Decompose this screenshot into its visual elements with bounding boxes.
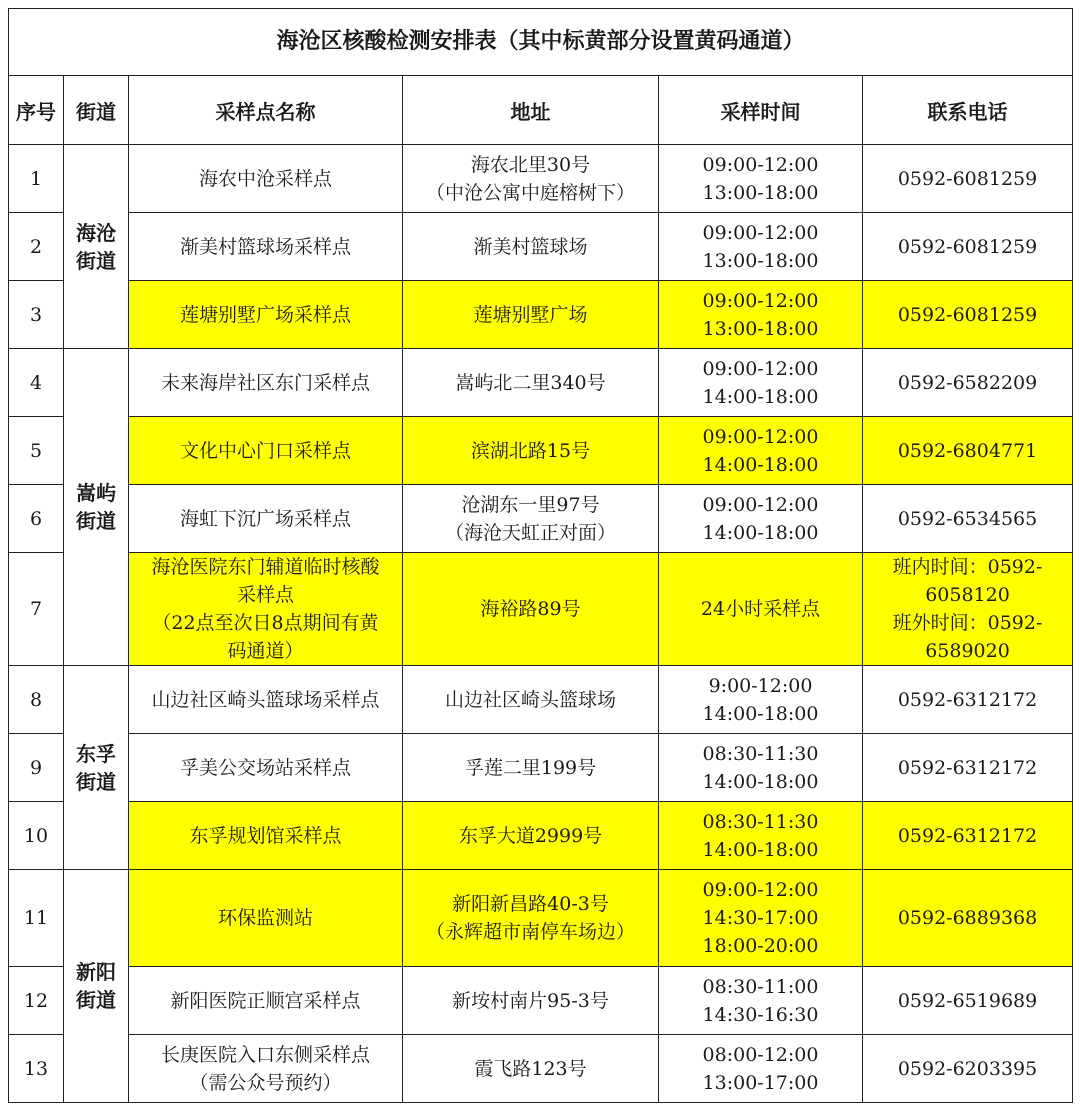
- site-name-cell-line: 海沧医院东门辅道临时核酸: [151, 556, 380, 578]
- time-cell-line: 09:00-12:00: [702, 357, 819, 380]
- time-cell-line: 13:00-18:00: [702, 317, 819, 340]
- phone-cell-line: 0592-6312172: [897, 824, 1038, 847]
- street-name-line: 街道: [76, 248, 116, 273]
- time-cell-line: 14:30-16:30: [702, 1003, 819, 1026]
- site-name-cell: [129, 213, 403, 281]
- address-cell-line: 沧湖东一里97号: [461, 493, 600, 516]
- phone-cell: [863, 666, 1073, 734]
- site-name-cell-line: 海农中沧采样点: [198, 167, 332, 190]
- row-seq: 6: [9, 485, 64, 553]
- table-row: [9, 1035, 1073, 1103]
- table-row: [9, 967, 1073, 1035]
- time-cell-line: 13:00-18:00: [702, 249, 819, 272]
- header-phone: 联系电话: [863, 76, 1073, 145]
- site-name-cell: [129, 802, 403, 870]
- address-cell-line: （中沧公寓中庭榕树下）: [425, 181, 635, 204]
- site-name-cell: [129, 967, 403, 1035]
- row-seq: 3: [9, 281, 64, 349]
- address-cell-line: 渐美村篮球场: [473, 235, 588, 258]
- time-cell-line: 14:00-18:00: [702, 770, 819, 793]
- site-name-cell-line: 未来海岸社区东门采样点: [160, 371, 370, 394]
- header-street: 街道: [64, 76, 129, 145]
- time-cell-line: 08:30-11:00: [702, 975, 819, 998]
- phone-cell: [863, 967, 1073, 1035]
- address-cell: [403, 417, 659, 485]
- table-row: [9, 417, 1073, 485]
- time-cell-line: 09:00-12:00: [702, 425, 819, 448]
- street-name-line: 街道: [76, 509, 116, 533]
- street-name-line: 新阳: [76, 960, 116, 984]
- address-cell: [403, 485, 659, 553]
- time-cell-line: 14:00-18:00: [702, 521, 819, 544]
- address-cell-line: 嵩屿北二里340号: [455, 371, 606, 394]
- time-cell: [659, 417, 863, 485]
- phone-cell-line: 0592-6312172: [897, 756, 1038, 779]
- time-cell-line: 09:00-12:00: [702, 221, 819, 244]
- phone-cell-line: 班外时间：0592-: [892, 612, 1043, 634]
- address-cell-line: 莲塘别墅广场: [473, 303, 588, 326]
- phone-cell: [863, 349, 1073, 417]
- address-cell: [403, 802, 659, 870]
- address-cell: [403, 734, 659, 802]
- table-row: [9, 485, 1073, 553]
- row-seq: 7: [9, 553, 64, 666]
- time-cell: [659, 1035, 863, 1103]
- address-cell-line: 新垵村南片95-3号: [452, 989, 609, 1012]
- site-name-cell-line: 文化中心门口采样点: [179, 439, 351, 462]
- address-cell: [403, 349, 659, 417]
- time-cell: [659, 967, 863, 1035]
- row-seq: 10: [9, 802, 64, 870]
- street-name-line: 街道: [76, 769, 116, 794]
- site-name-cell-line: 码通道）: [227, 640, 304, 662]
- address-cell: [403, 666, 659, 734]
- phone-cell-line: 0592-6582209: [897, 371, 1038, 394]
- row-seq: 13: [9, 1035, 64, 1103]
- phone-cell: [863, 734, 1073, 802]
- time-cell: [659, 485, 863, 553]
- time-cell: [659, 802, 863, 870]
- site-name-cell: [129, 417, 403, 485]
- phone-cell-line: 0592-6312172: [897, 688, 1038, 711]
- phone-cell-line: 0592-6804771: [897, 439, 1038, 462]
- address-cell: [403, 870, 659, 967]
- phone-cell: [863, 485, 1073, 553]
- site-name-cell-line: 环保监测站: [217, 907, 313, 929]
- site-name-cell: [129, 485, 403, 553]
- site-name-cell: [129, 281, 403, 349]
- street-cell: [64, 349, 129, 666]
- address-cell-line: 山边社区崎头篮球场: [444, 688, 616, 711]
- site-name-cell: [129, 870, 403, 967]
- header-seq: 序号: [9, 76, 64, 145]
- address-cell: [403, 1035, 659, 1103]
- phone-cell-line: 0592-6081259: [897, 235, 1038, 258]
- time-cell-line: 09:00-12:00: [702, 493, 819, 516]
- schedule-table: [8, 8, 1073, 1103]
- address-cell: [403, 213, 659, 281]
- phone-cell: [863, 553, 1073, 666]
- phone-cell-line: 班内时间：0592-: [892, 556, 1043, 578]
- time-cell-line: 13:00-18:00: [702, 181, 819, 204]
- street-cell: [64, 145, 129, 349]
- address-cell: [403, 967, 659, 1035]
- site-name-cell: [129, 666, 403, 734]
- row-seq: 4: [9, 349, 64, 417]
- time-cell-line: 18:00-20:00: [702, 935, 819, 957]
- street-name-line: 街道: [76, 988, 116, 1012]
- row-seq: 12: [9, 967, 64, 1035]
- site-name-cell-line: 山边社区崎头篮球场采样点: [151, 688, 380, 711]
- street-name-line: 嵩屿: [76, 481, 116, 505]
- street-cell: [64, 870, 129, 1103]
- row-seq: 9: [9, 734, 64, 802]
- header-address: 地址: [403, 76, 659, 145]
- site-name-cell-line: 海虹下沉广场采样点: [179, 507, 351, 530]
- row-seq: 8: [9, 666, 64, 734]
- time-cell-line: 08:30-11:30: [702, 742, 819, 765]
- site-name-cell-line: 东孚规划馆采样点: [189, 824, 342, 847]
- time-cell-line: 9:00-12:00: [708, 674, 813, 697]
- time-cell-line: 09:00-12:00: [702, 879, 819, 901]
- table-row: [9, 213, 1073, 281]
- site-name-cell: [129, 1035, 403, 1103]
- phone-cell-line: 0592-6534565: [897, 507, 1038, 530]
- time-cell-line: 08:00-12:00: [702, 1043, 819, 1066]
- site-name-cell-line: 孚美公交场站采样点: [179, 756, 351, 779]
- time-cell: [659, 553, 863, 666]
- time-cell: [659, 870, 863, 967]
- table-row: [9, 145, 1073, 213]
- address-cell-line: 海裕路89号: [480, 598, 581, 620]
- phone-cell: [863, 870, 1073, 967]
- phone-cell-line: 6058120: [925, 584, 1010, 606]
- address-cell-line: （海沧天虹正对面）: [444, 521, 616, 544]
- phone-cell: [863, 417, 1073, 485]
- street-cell: [64, 666, 129, 870]
- row-seq: 1: [9, 145, 64, 213]
- site-name-cell: [129, 553, 403, 666]
- table-row: [9, 870, 1073, 967]
- site-name-cell: [129, 349, 403, 417]
- time-cell-line: 14:00-18:00: [702, 385, 819, 408]
- phone-cell-line: 0592-6203395: [897, 1057, 1038, 1080]
- phone-cell: [863, 1035, 1073, 1103]
- time-cell-line: 08:30-11:30: [702, 810, 819, 833]
- header-time: 采样时间: [659, 76, 863, 145]
- title-row: [9, 9, 1073, 76]
- site-name-cell-line: 新阳医院正顺宫采样点: [170, 989, 361, 1012]
- address-cell: [403, 553, 659, 666]
- site-name-cell: [129, 734, 403, 802]
- site-name-cell-line: 渐美村篮球场采样点: [179, 235, 351, 258]
- phone-cell: [863, 213, 1073, 281]
- address-cell-line: 东孚大道2999号: [458, 824, 603, 847]
- site-name-cell-line: （22点至次日8点期间有黄: [152, 612, 379, 634]
- time-cell-line: 24小时采样点: [700, 598, 821, 620]
- time-cell: [659, 145, 863, 213]
- phone-cell: [863, 802, 1073, 870]
- header-row: [9, 76, 1073, 145]
- time-cell: [659, 734, 863, 802]
- time-cell-line: 09:00-12:00: [702, 289, 819, 312]
- address-cell: [403, 145, 659, 213]
- street-name-line: 海沧: [76, 220, 116, 245]
- time-cell: [659, 213, 863, 281]
- phone-cell: [863, 145, 1073, 213]
- address-cell-line: （永辉超市南停车场边）: [425, 921, 635, 943]
- time-cell: [659, 666, 863, 734]
- address-cell-line: 孚莲二里199号: [464, 756, 597, 779]
- time-cell: [659, 349, 863, 417]
- time-cell-line: 14:30-17:00: [702, 907, 819, 929]
- table-row: [9, 802, 1073, 870]
- phone-cell: [863, 281, 1073, 349]
- address-cell: [403, 281, 659, 349]
- row-seq: 2: [9, 213, 64, 281]
- phone-cell-line: 0592-6889368: [897, 907, 1038, 929]
- time-cell-line: 09:00-12:00: [702, 153, 819, 176]
- table-row: [9, 553, 1073, 666]
- phone-cell-line: 6589020: [925, 640, 1010, 662]
- phone-cell-line: 0592-6519689: [897, 989, 1038, 1012]
- table-row: [9, 666, 1073, 734]
- schedule-sheet: [8, 8, 1072, 1103]
- address-cell-line: 滨湖北路15号: [470, 439, 591, 462]
- header-site: 采样点名称: [129, 76, 403, 145]
- phone-cell-line: 0592-6081259: [897, 303, 1038, 326]
- phone-cell-line: 0592-6081259: [897, 167, 1038, 190]
- site-name-cell-line: 长庚医院入口东侧采样点: [160, 1043, 370, 1066]
- time-cell-line: 14:00-18:00: [702, 453, 819, 476]
- table-row: [9, 349, 1073, 417]
- site-name-cell-line: 莲塘别墅广场采样点: [179, 303, 351, 326]
- address-cell-line: 新阳新昌路40-3号: [452, 893, 609, 915]
- table-row: [9, 734, 1073, 802]
- address-cell-line: 海农北里30号: [470, 153, 591, 176]
- table-title: 海沧区核酸检测安排表（其中标黄部分设置黄码通道）: [9, 9, 1073, 76]
- row-seq: 11: [9, 870, 64, 967]
- street-name-line: 东孚: [76, 741, 116, 766]
- address-cell-line: 霞飞路123号: [474, 1057, 587, 1080]
- row-seq: 5: [9, 417, 64, 485]
- site-name-cell: [129, 145, 403, 213]
- table-row: [9, 281, 1073, 349]
- site-name-cell-line: （需公众号预约）: [189, 1071, 342, 1094]
- time-cell: [659, 281, 863, 349]
- time-cell-line: 13:00-17:00: [702, 1071, 819, 1094]
- time-cell-line: 14:00-18:00: [702, 702, 819, 725]
- site-name-cell-line: 采样点: [236, 584, 294, 606]
- time-cell-line: 14:00-18:00: [702, 838, 819, 861]
